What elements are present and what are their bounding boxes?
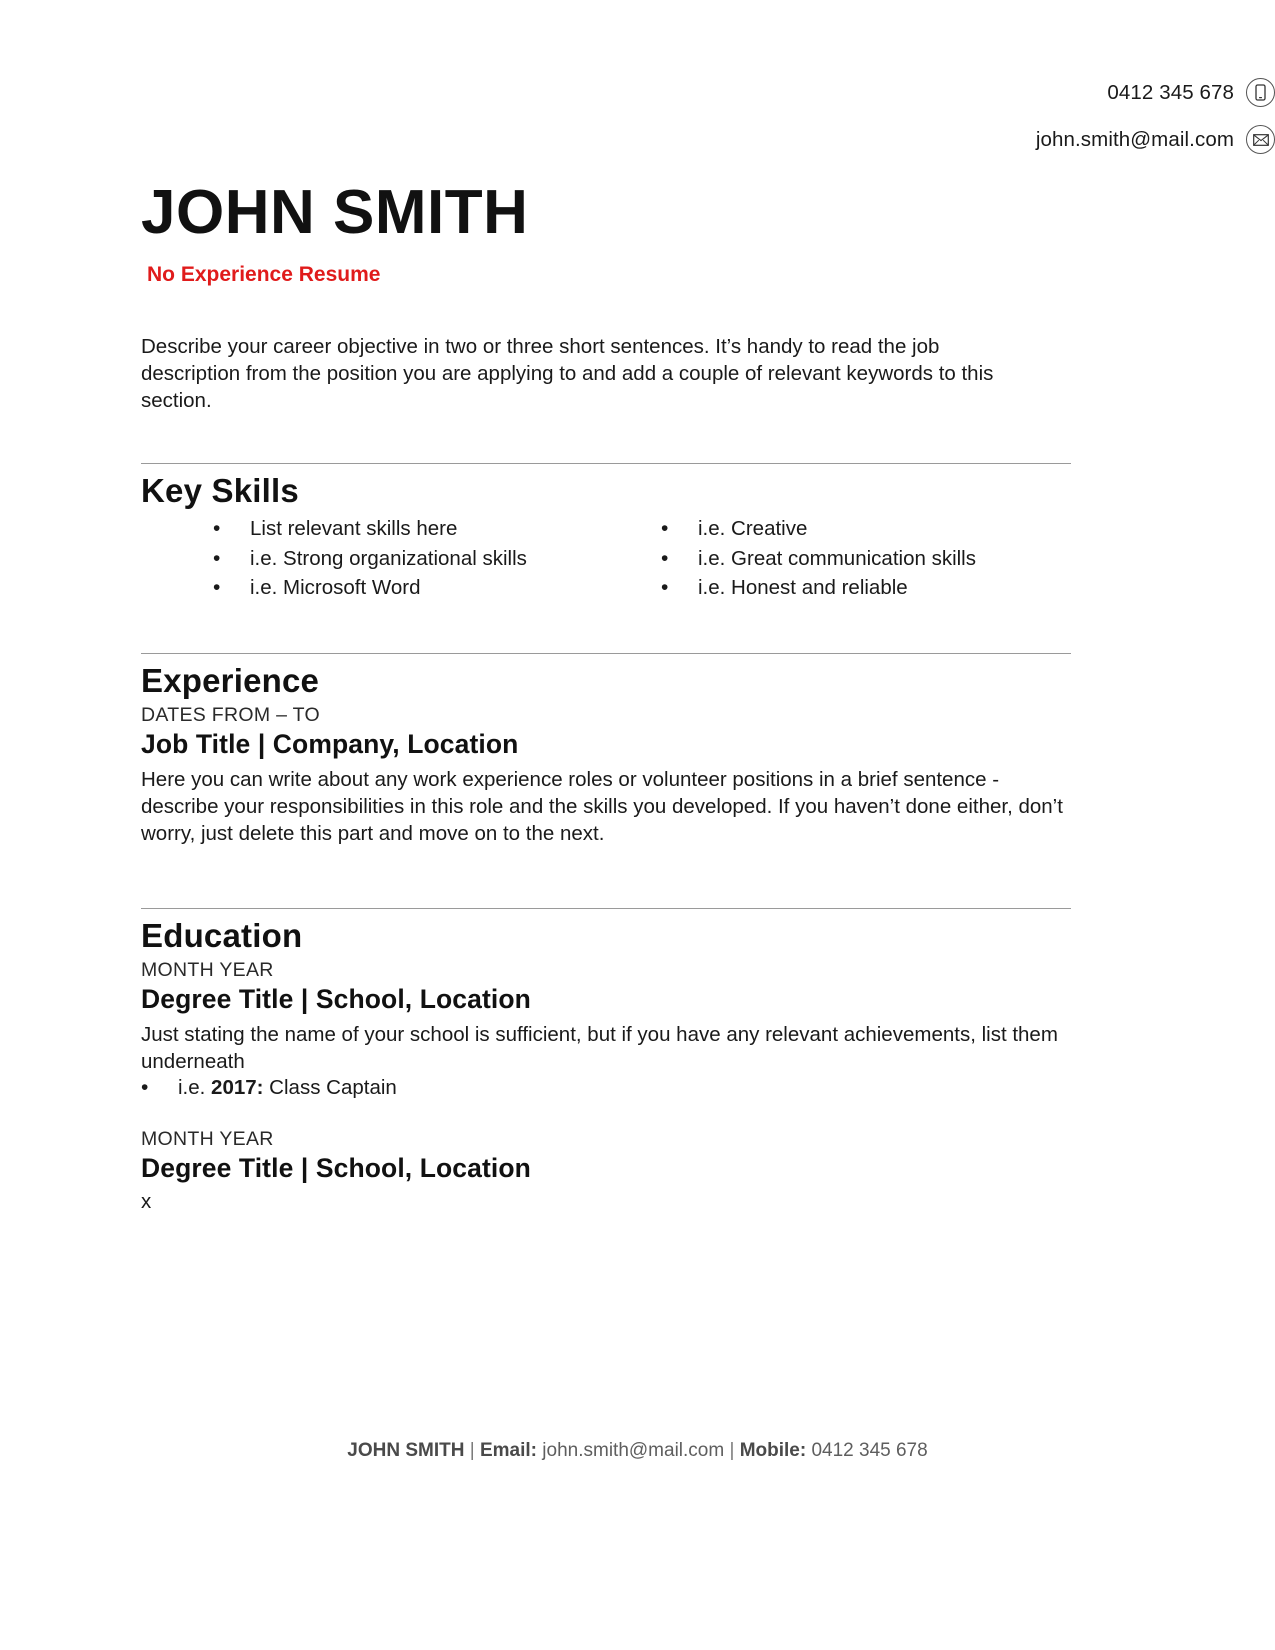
footer-email: john.smith@mail.com [537,1440,730,1461]
list-item: • i.e. Microsoft Word [213,575,606,602]
list-item: • i.e. Great communication skills [661,546,1071,573]
key-skills-section [141,463,1071,605]
list-item: • i.e. Honest and reliable [661,575,1071,602]
footer-separator-2: | [729,1440,740,1461]
education-achievements-list [141,1075,1071,1102]
experience-entry-title: Job Title | Company, Location [141,729,519,759]
education-section [141,908,1071,1214]
key-skills-columns [141,516,1071,605]
education-entry-two-dates: MONTH YEAR [141,1127,274,1150]
experience-dates: DATES FROM – TO [141,704,320,726]
mobile-icon [1246,78,1275,107]
footer-separator-1: | [464,1440,480,1461]
experience-section [141,653,1071,847]
footer-email-label: Email: [479,1440,538,1461]
key-skills-right-list [661,516,1071,602]
career-objective: Describe your career objective in two or three short sentences. It’s handy to read the job description from the position you are applying to and add a couple of relevant keywords to this section. [141,335,994,413]
section-divider [141,653,1071,654]
education-entry-one-dates: MONTH YEAR [141,959,274,981]
footer-mobile-label: Mobile: [739,1440,807,1461]
experience-heading: Experience [141,662,320,699]
key-skills-left-column [141,516,606,605]
list-item [141,1075,1071,1102]
key-skills-left-list [213,516,606,602]
achievement-prefix: i.e. [178,1076,212,1100]
section-divider [141,908,1071,909]
contact-block [675,78,1275,172]
achievement-year: 2017: [211,1076,264,1100]
footer-mobile: 0412 345 678 [806,1440,928,1461]
section-divider [141,463,1071,464]
resume-subtitle: No Experience Resume [147,263,381,286]
email-address: john.smith@mail.com [1035,127,1234,151]
list-item: • List relevant skills here [213,516,606,543]
education-entry-two-description: x [141,1189,152,1213]
page-title: JOHN SMITH [141,178,529,247]
contact-phone-row [675,78,1275,107]
contact-email-row [675,125,1275,154]
footer-name: JOHN SMITH [347,1440,465,1461]
page-footer [0,1440,1275,1462]
list-item: • i.e. Creative [661,516,1071,543]
key-skills-heading: Key Skills [141,472,299,509]
education-entry-one-title: Degree Title | School, Location [141,984,531,1014]
achievement-text: Class Captain [263,1076,397,1100]
education-entry-one-description: Just stating the name of your school is sufficient, but if you have any relevant achievements, list them underneath [141,1023,1058,1074]
key-skills-right-column [606,516,1071,605]
experience-description: Here you can write about any work experience roles or volunteer positions in a brief sentence - describe your responsibilities in this role and the skills you developed. If you haven’t done either, don’t worry, just delete this part and move on to the next. [141,768,1063,846]
phone-number: 0412 345 678 [1107,80,1234,104]
education-heading: Education [141,917,303,954]
education-entry-two-title: Degree Title | School, Location [141,1152,531,1183]
envelope-icon [1246,125,1275,154]
list-item: • i.e. Strong organizational skills [213,546,606,573]
